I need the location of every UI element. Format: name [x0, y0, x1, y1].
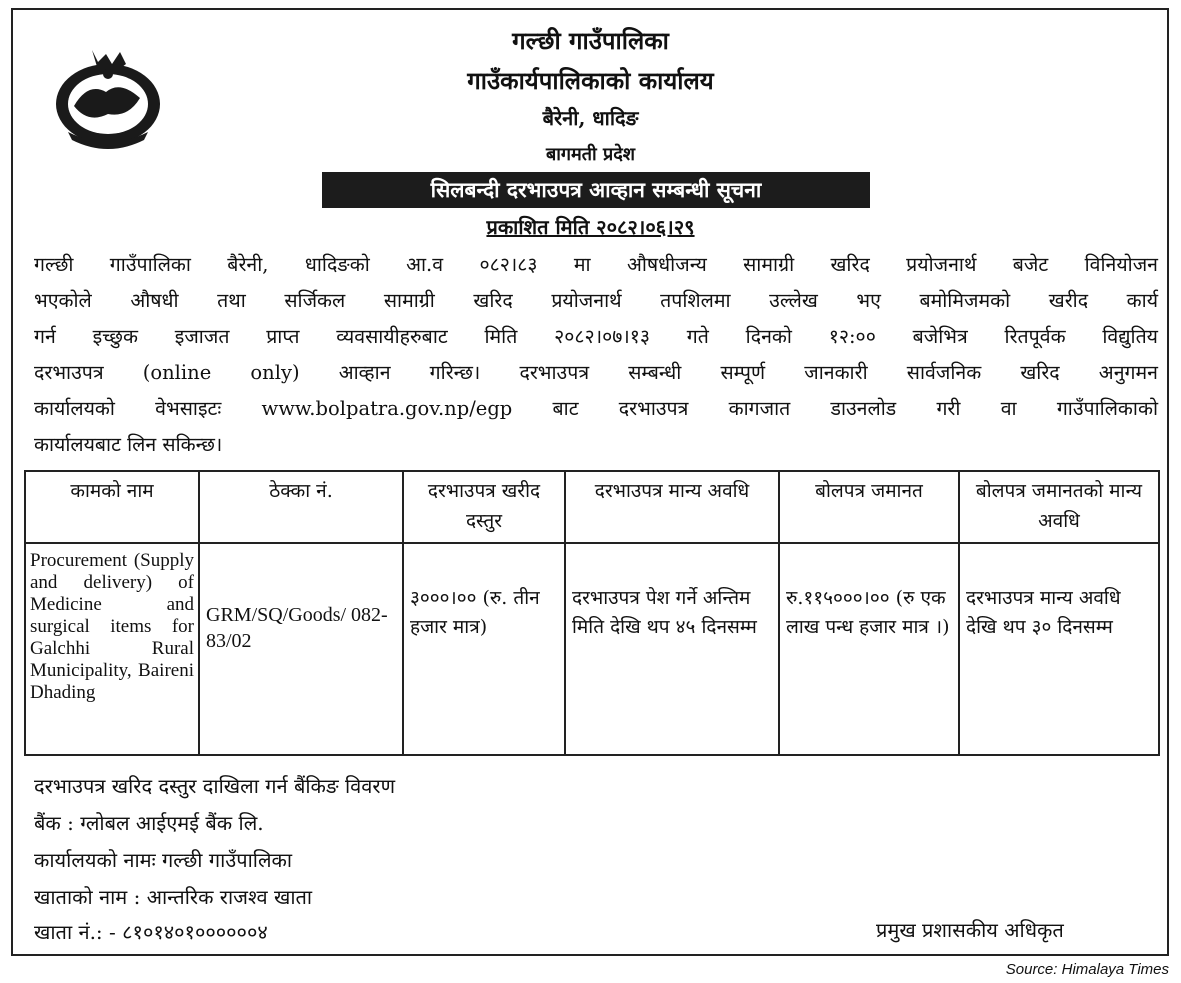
- office-name: गाउँकार्यपालिकाको कार्यालय: [467, 66, 714, 95]
- col-header-security: बोलपत्र जमानत: [779, 471, 959, 543]
- cell-contract-no: GRM/SQ/Goods/ 082-83/02: [199, 543, 403, 755]
- office-location: बैरेनी, धादिङ: [542, 106, 639, 130]
- cell-fee: ३०००।०० (रु. तीन हजार मात्र): [403, 543, 565, 755]
- col-header-work-name: कामको नाम: [25, 471, 199, 543]
- signatory: प्रमुख प्रशासकीय अधिकृत: [876, 918, 1064, 942]
- table-header-row: [25, 471, 1159, 543]
- col-header-validity: दरभाउपत्र मान्य अवधि: [565, 471, 779, 543]
- body-line: दरभाउपत्र (online only) आव्हान गरिन्छ। दरभाउपत्र सम्बन्धी सम्पूर्ण जानकारी सार्वजनिक खरिद अनुगमन: [34, 361, 1158, 384]
- body-line: गल्छी गाउँपालिका बैरेनी, धादिङको आ.व ०८२।८३ मा औषधीजन्य सामाग्री खरिद प्रयोजनार्थ बजेट विनियोजन: [34, 253, 1158, 276]
- cell-work-name: Procurement (Supply and delivery) of Medicine and surgical items for Galchhi Rural Municipality, Baireni Dhading: [25, 543, 199, 755]
- table-row: [25, 543, 1159, 755]
- cell-validity: दरभाउपत्र पेश गर्ने अन्तिम मिति देखि थप ४५ दिनसम्म: [565, 543, 779, 755]
- notice-title: सिलबन्दी दरभाउपत्र आव्हान सम्बन्धी सूचना: [322, 172, 870, 208]
- account-number-line: खाता नं.: - ८१०१४०१००००००४: [34, 920, 268, 944]
- cell-security-validity: दरभाउपत्र मान्य अवधि देखि थप ३० दिनसम्म: [959, 543, 1159, 755]
- col-header-security-validity: बोलपत्र जमानतको मान्य अवधि: [959, 471, 1159, 543]
- office-name-line: कार्यालयको नामः गल्छी गाउँपालिका: [34, 848, 293, 872]
- body-line: कार्यालयबाट लिन सकिन्छ।: [34, 433, 223, 456]
- bank-name-line: बैंक : ग्लोबल आईएमई बैंक लि.: [34, 811, 264, 835]
- body-line: भएकोले औषधी तथा सर्जिकल सामाग्री खरिद प्रयोजनार्थ तपशिलमा उल्लेख भए बमोमिजमको खरीद कार्य: [34, 289, 1158, 312]
- col-header-contract-no: ठेक्का नं.: [199, 471, 403, 543]
- province-name: बागमती प्रदेश: [545, 144, 636, 165]
- source-credit: Source: Himalaya Times: [1005, 961, 1169, 978]
- tender-table: [24, 470, 1160, 756]
- bank-heading: दरभाउपत्र खरिद दस्तुर दाखिला गर्न बैंकिङ विवरण: [34, 774, 396, 798]
- published-date: प्रकाशित मिति २०८२।०६।२९: [486, 215, 695, 239]
- account-name-line: खाताको नाम : आन्तरिक राजश्व खाता: [34, 885, 313, 909]
- body-line: कार्यालयको वेभसाइटः www.bolpatra.gov.np/egp बाट दरभाउपत्र कागजात डाउनलोड गरी वा गाउँपालिकाको: [34, 397, 1158, 420]
- cell-security: रु.११५०००।०० (रु एक लाख पन्ध हजार मात्र ।): [779, 543, 959, 755]
- org-name: गल्छी गाउँपालिका: [512, 26, 669, 55]
- col-header-fee: दरभाउपत्र खरीद दस्तुर: [403, 471, 565, 543]
- body-line: गर्न इच्छुक इजाजत प्राप्त व्यवसायीहरुबाट मिति २०८२।०७।१३ गते दिनको १२:०० बजेभित्र रितपूर्वक विद्युतिय: [34, 325, 1158, 348]
